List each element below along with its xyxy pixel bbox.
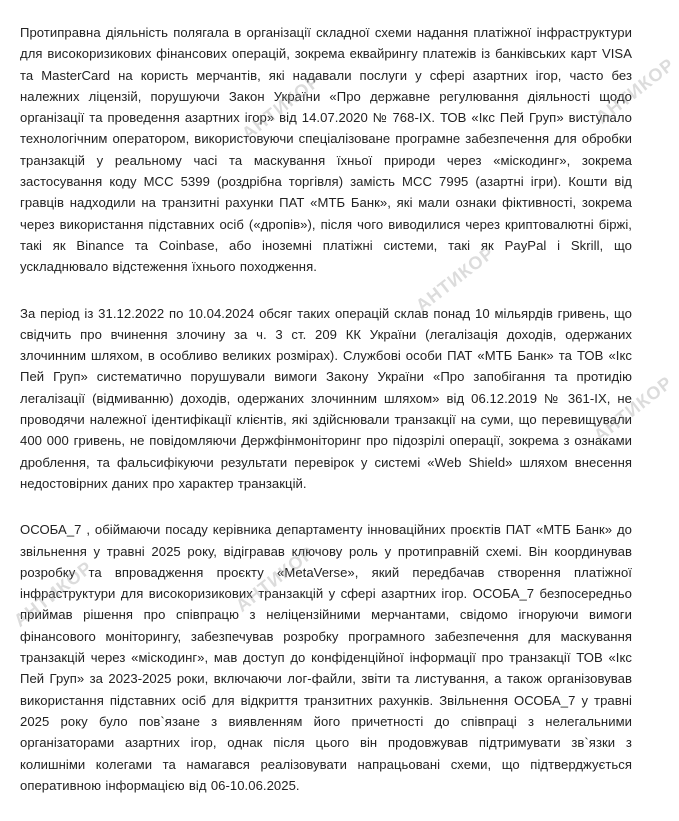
watermark: АНТИКОР [10, 557, 97, 631]
watermark: АНТИКОР [412, 242, 499, 316]
watermark: АНТИКОР [592, 54, 679, 128]
paragraph-1: Протиправна діяльність полягала в організації складної схеми надання платіжної інфраструктури для високоризикових фінансових операцій, зокрема еквайрингу платежів із банківських карт VISA та MasterCard на користь мерчантів, які надавали послуги у сфері азартних ігор, часто без належних ліцензій, порушуючи Закон України «Про державне регулювання діяльності щодо організації та проведення азартних ігор» від 14.07.2020 № 768-IX. ТОВ «Ікс Пей Груп» виступало технологічним оператором, використовуючи спеціалізоване програмне забезпечення для обробки транзакцій у реальному часі та маскування їхньої природи через «міскодинг», зокрема застосування коду МСС 5399 (роздрібна торгівля) замість МСС 7995 (азартні ігри). Кошти від гравців надходили на транзитні рахунки ПАТ «МТБ Банк», які мали ознаки фіктивності, зокрема через використання підставних осіб («дропів»), після чого виводилися через криптовалютні біржі, такі як Binance та Coinbase, або іноземні платіжні системи, такі як PayPal і Skrill, що ускладнювало відстеження їхнього походження. [20, 25, 632, 275]
watermark: АНТИКОР [590, 372, 677, 446]
watermark: АНТИКОР [238, 70, 325, 144]
paragraph-2: За період із 31.12.2022 по 10.04.2024 обсяг таких операцій склав понад 10 мільярдів гривень, що свідчить про вчинення злочину за ч. 3 ст. 209 КК України (легалізація доходів, одержаних злочинним шляхом, в особливо великих розмірах). Службові особи ПАТ «МТБ Банк» та ТОВ «Ікс Пей Груп» систематично порушували вимоги Закону України «Про запобігання та протидію легалізації (відмиванню) доходів, одержаних злочинним шляхом» від 06.12.2019 № 361-IX, не проводячи належної ідентифікації клієнтів, які здійснювали транзакції на суми, що перевищували 400 000 гривень, не повідомляючи Держфінмоніторинг про підозрілі операції, зокрема з ознаками дроблення, та фальсифікуючи результати перевірок у системі «Web Shield» шляхом внесення недостовірних даних про характер транзакцій. [20, 305, 632, 491]
watermark: АНТИКОР [232, 542, 319, 616]
paragraph-3: ОСОБА_7 , обіймаючи посаду керівника департаменту інноваційних проєктів ПАТ «МТБ Банк» до звільнення у травні 2025 року, відігравав ключову роль у протиправній схемі. Він координував розробку та впровадження проєкту «MetaVerse», який передбачав створення платіжної інфраструктури для високоризикових транзакцій у сфері азартних ігор. ОСОБА_7 безпосередньо приймав рішення про співпрацю з неліцензійними мерчантами, свідомо ігноруючи вимоги фінансового моніторингу, забезпечував розробку програмного забезпечення для маскування транзакцій через «міскодинг», мав доступ до конфіденційної інформації про транзакції ТОВ «Ікс Пей Груп» за 2023-2025 роки, включаючи лог-файли, звіти та листування, а також організовував використання підставних осіб для відкриття транзитних рахунків. Звільнення ОСОБА_7 у травні 2025 року було пов`язане з виявленням його причетності до співпраці з нелегальними організаторами азартних ігор, однак після цього він продовжував підтримувати зв`язки з колишніми колегами та намагався реалізовувати напрацьовані схеми, що підтверджується оперативною інформацією від 06-10.06.2025. [20, 522, 632, 793]
